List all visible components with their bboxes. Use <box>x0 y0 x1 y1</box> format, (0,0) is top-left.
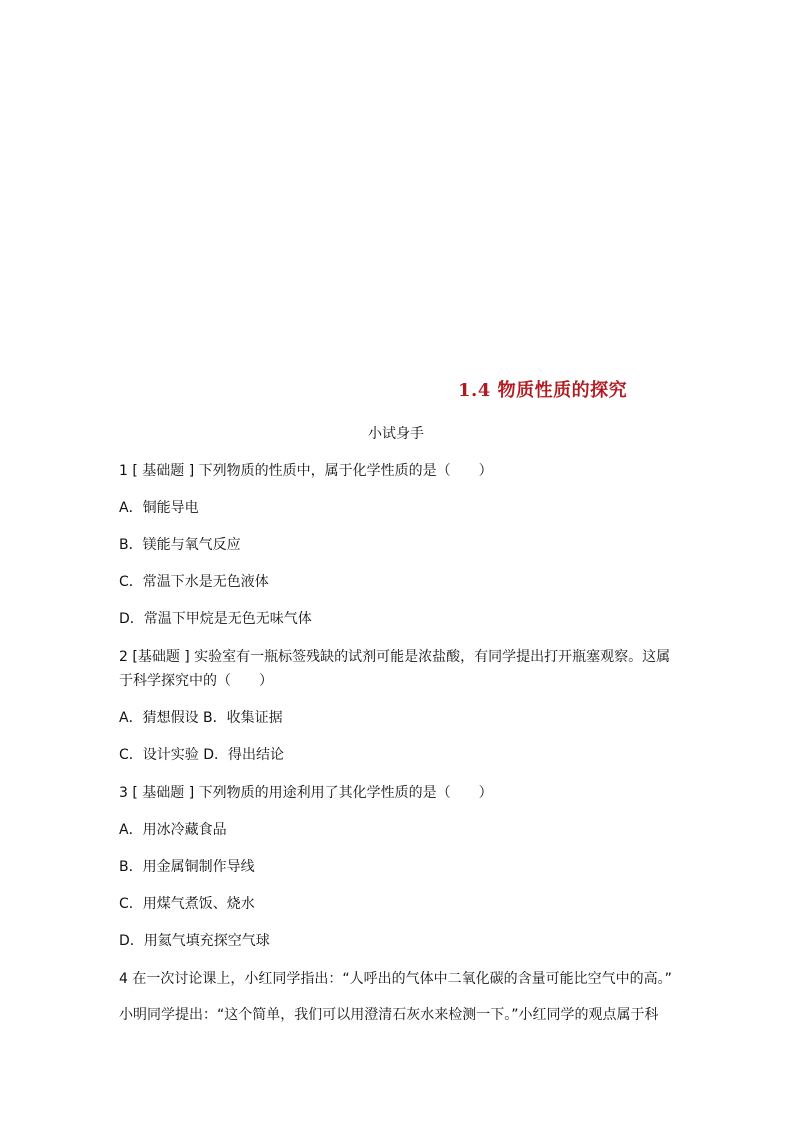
question-3-option-d: D．用氦气填充探空气球 <box>119 933 270 949</box>
question-3-option-c: C．用煤气煮饭、烧水 <box>119 896 255 912</box>
question-2-stem-line-1: 2 [基础题 ] 实验室有一瓶标签残缺的试剂可能是浓盐酸，有同学提出打开瓶塞观察。这属 <box>119 649 671 665</box>
question-1-option-b: B．镁能与氧气反应 <box>119 537 241 553</box>
question-4-line-1: 4 在一次讨论课上，小红同学指出：“人呼出的气体中二氧化碳的含量可能比空气中的高。” <box>119 971 672 987</box>
document-title: 1.4 物质性质的探究 <box>458 380 628 401</box>
question-4-line-2: 小明同学提出：“这个简单，我们可以用澄清石灰水来检测一下。”小红同学的观点属于科 <box>119 1007 659 1023</box>
question-1-option-c: C．常温下水是无色液体 <box>119 574 269 590</box>
question-2-options-cd: C．设计实验 D．得出结论 <box>119 747 285 763</box>
question-1-option-d: D．常温下甲烷是无色无味气体 <box>119 611 312 627</box>
question-3-option-b: B．用金属铜制作导线 <box>119 859 255 875</box>
question-3-stem: 3 [ 基础题 ] 下列物质的用途利用了其化学性质的是（ ） <box>119 785 493 801</box>
question-3-option-a: A．用冰冷藏食品 <box>119 822 227 838</box>
question-1-option-a: A．铜能导电 <box>119 500 199 516</box>
section-heading: 小试身手 <box>368 426 424 442</box>
question-2-stem-line-2: 于科学探究中的（ ） <box>119 673 273 689</box>
question-1-stem: 1 [ 基础题 ] 下列物质的性质中，属于化学性质的是（ ） <box>119 463 493 479</box>
question-2-options-ab: A．猜想假设 B．收集证据 <box>119 710 283 726</box>
